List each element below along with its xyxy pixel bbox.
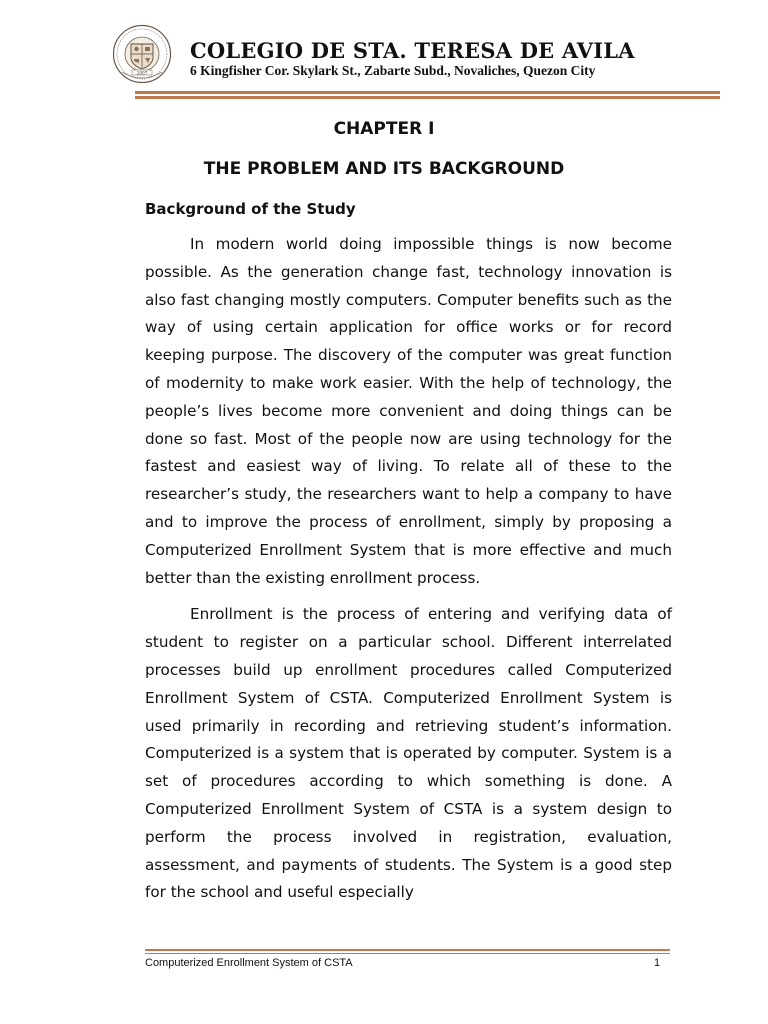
header-rule — [135, 96, 720, 99]
footer-rule — [145, 953, 670, 954]
paragraph: In modern world doing impossible things is now become possible. As the generation change fast, technology innovation is also fast changing mostly computers. Computer benefits such as the way of using certain application for office works or for record keeping purpose. The discovery of the computer was great function of modernity to make work easier. With the help of technology, the people’s lives become more convenient and doing things can be done so fast. Most of the people now are using technology for the fastest and easiest way of living. To relate all of these to the researcher’s study, the researchers want to help a company to have and to improve the process of enrollment, simply by proposing a Computerized Enrollment System that is more effective and much better than the existing enrollment process. — [145, 235, 672, 587]
chapter-title: CHAPTER I — [333, 119, 435, 139]
footer-title: Computerized Enrollment System of CSTA — [145, 957, 353, 969]
paragraph: Enrollment is the process of entering and verifying data of student to register on a particular school. Different interrelated processes build up enrollment procedures called Computerized Enrollment System of CSTA. Computerized Enrollment System is used primarily in recording and retrieving student’s information. Computerized is a system that is operated by computer. System is a set of procedures according to which something is done. A Computerized Enrollment System of CSTA is a system design to perform the process involved in registration, evaluation, assessment, and payments of students. The System is a good step for the school and useful especially — [145, 605, 672, 902]
chapter-subtitle: THE PROBLEM AND ITS BACKGROUND — [203, 159, 565, 179]
header-rule — [135, 91, 720, 94]
seal-year: 2007 — [136, 70, 148, 76]
section-heading: Background of the Study — [145, 200, 356, 218]
school-name: COLEGIO DE STA. TERESA DE AVILA — [190, 38, 635, 63]
letterhead — [0, 0, 768, 110]
body-text — [145, 231, 672, 916]
page-number: 1 — [654, 957, 661, 969]
footer-rule — [145, 949, 670, 951]
school-address: 6 Kingfisher Cor. Skylark St., Zabarte Subd., Novaliches, Quezon City — [190, 63, 596, 78]
school-seal-icon — [112, 24, 172, 84]
